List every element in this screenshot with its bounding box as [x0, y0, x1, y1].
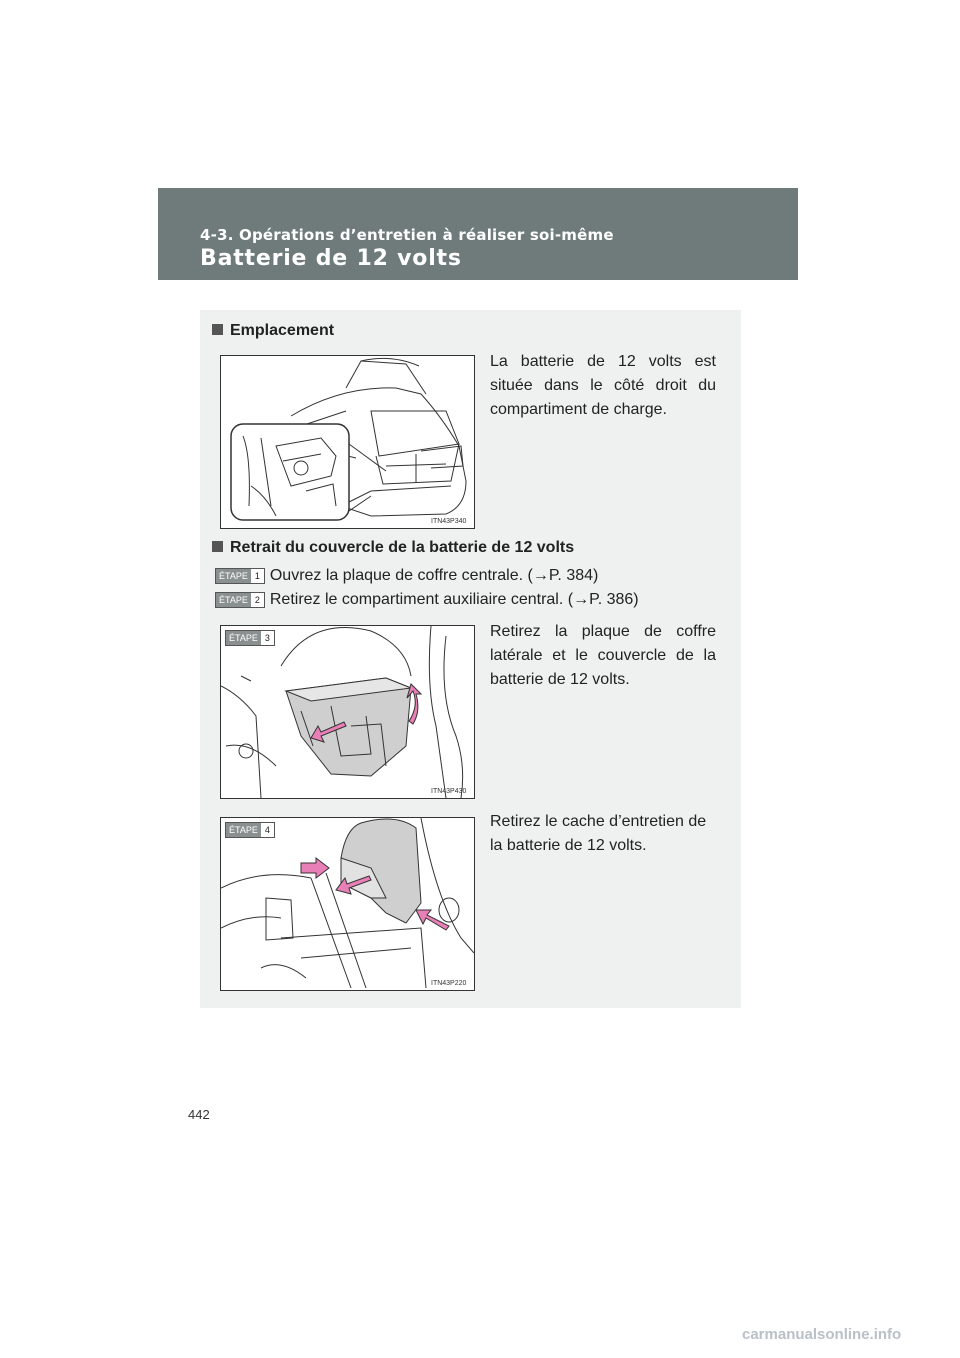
step-2	[215, 591, 639, 609]
figure-step-4	[220, 817, 475, 991]
section-title: 4-3. Opérations d’entretien à réaliser soi-même	[200, 226, 614, 244]
removal-heading: Retrait du couvercle de la batterie de 12 volts	[212, 539, 574, 557]
page-title: Batterie de 12 volts	[200, 246, 462, 271]
step-badge: ÉTAPE 2	[215, 592, 265, 608]
square-bullet-icon	[212, 324, 223, 335]
figure-step-3	[220, 625, 475, 799]
step-badge: ÉTAPE 1	[215, 568, 265, 584]
square-bullet-icon	[212, 541, 223, 552]
step-text: Retirez le compartiment auxiliaire central. (→P. 386)	[269, 591, 639, 608]
watermark: carmanualsonline.info	[742, 1326, 902, 1343]
step-badge: ÉTAPE 4	[225, 822, 275, 838]
figure-battery-location	[220, 355, 475, 529]
step-4-text: Retirez le cache d’entretien de la batterie de 12 volts.	[490, 813, 707, 854]
chapter-header	[158, 188, 798, 280]
location-heading: Emplacement	[212, 322, 334, 340]
location-text: La batterie de 12 volts est située dans le côté droit du compartiment de charge.	[490, 353, 716, 418]
figure-code: ITN43P340	[431, 518, 467, 525]
figure-code: ITN43P220	[431, 980, 467, 987]
figure-code: ITN43P430	[431, 788, 467, 795]
service-cover-illustration	[221, 818, 474, 990]
step-3-text: Retirez la plaque de coffre latérale et le couvercle de la batterie de 12 volts.	[490, 623, 716, 688]
cover-removal-illustration	[221, 626, 474, 798]
step-text: Ouvrez la plaque de coffre centrale. (→P. 384)	[269, 567, 599, 584]
step-1	[215, 567, 598, 585]
step-badge: ÉTAPE 3	[225, 630, 275, 646]
page-number: 442	[188, 1107, 210, 1122]
arrow-push-right	[301, 858, 329, 878]
car-rear-illustration	[221, 356, 474, 528]
content-panel	[200, 310, 741, 1008]
